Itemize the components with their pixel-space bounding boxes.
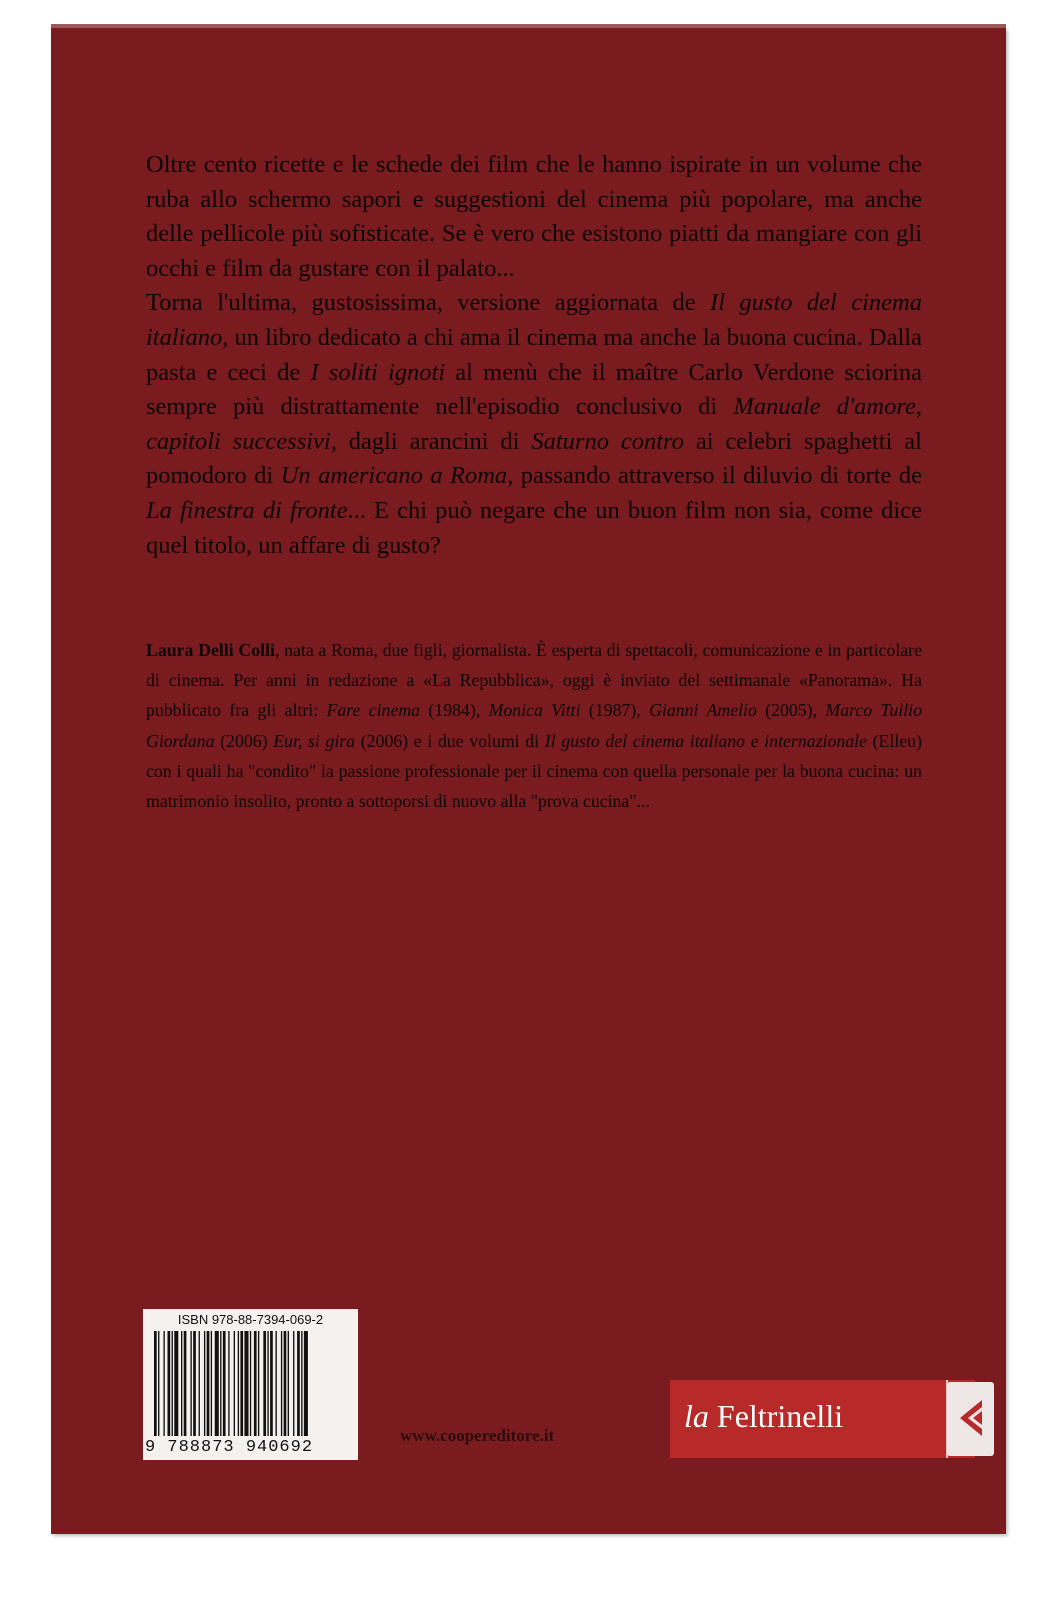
barcode-bar [276,1331,277,1436]
barcode-bar [228,1331,229,1436]
barcode-bar [190,1331,191,1436]
barcode-bar [270,1331,273,1436]
barcode-bar [250,1331,251,1436]
barcode-digits: 9 788873 940692 [145,1438,314,1457]
author-name: Laura Delli Colli [146,640,275,660]
barcode-bar [184,1331,187,1436]
barcode-bar [207,1331,210,1436]
barcode-bar [244,1331,248,1436]
isbn-label: ISBN 978-88-7394-069-2 [177,1312,324,1327]
barcode-bar [193,1331,196,1436]
barcode-bar [223,1331,226,1436]
barcode-bar [168,1331,171,1436]
publisher-band [670,1380,975,1458]
barcode-bar [238,1331,239,1436]
blurb-paragraph-2: Torna l'ultima, gustosissima, versione aggiornata de Il gusto del cinema italiano, un libro dedicato a chi ama il cinema ma anche la buona cucina. Dalla pasta e ceci de I soliti ignoti al menù che il maître Carlo Verdone sciorina sempre più distrattamente nell'episodio conclusivo di Manuale d'amore, capitoli successivi, dagli arancini di Saturno contro ai celebri spaghetti al pomodoro di Un americano a Roma, passando attraverso il diluvio di torte de La finestra di fronte... E chi può negare che un buon film non sia, come dice quel titolo, un affare di gusto? [146,289,922,559]
barcode-bar [240,1331,243,1436]
barcode-bar [220,1331,221,1436]
barcode-bar [234,1331,235,1436]
barcode-bar [258,1331,259,1436]
barcode-bar [267,1331,268,1436]
barcode-bar [293,1331,294,1436]
barcode-bar [158,1331,159,1436]
author-bio-paragraph: Laura Delli Colli, nata a Roma, due figli, giornalista. È esperta di spettacoli, comunicazione e in particolare di cinema. Per anni in redazione a «La Repubblica», oggi è inviato del settimanale «Panorama». Ha pubblicato fra gli altri: Fare cinema (1984), Monica Vitti (1987), Gianni Amelio (2005), Marco Tullio Giordana (2006) Eur, si gira (2006) e i due volumi di Il gusto del cinema italiano e internazionale (Elleu) con i quali ha "condito" la passione professionale per il cinema con quella personale per la buona cucina: un matrimonio insolito, pronto a sottoporsi di nuovo alla "prova cucina"... [146,640,922,812]
barcode-bar [204,1331,205,1436]
isbn-barcode-box [143,1309,358,1460]
barcode-bar [254,1331,257,1436]
author-bio [146,635,922,816]
blurb-paragraph-1: Oltre cento ricette e le schede dei film che le hanno ispirate in un volume che ruba allo schermo sapori e suggestioni del cinema più popolare, ma anche delle pellicole più sofisticate. Se è vero che esistono piatti da mangiare con gli occhi e film da gustare con il palato... [146,151,922,282]
barcode-bar [284,1331,287,1436]
barcode-bar [181,1331,182,1436]
barcode-bar [288,1331,289,1436]
publisher-name: la Feltrinelli [684,1398,844,1434]
barcode-bar [215,1331,219,1436]
barcode-bar [301,1331,302,1436]
barcode-bar [199,1331,200,1436]
barcode-bar [297,1331,300,1436]
feltrinelli-logo-shape [956,1398,986,1438]
blurb-text [146,148,922,563]
barcode-icon [152,1331,352,1441]
barcode-bar [174,1331,178,1436]
feltrinelli-logo-icon [947,1382,994,1456]
barcode-bar [263,1331,266,1436]
barcode-bar [154,1331,157,1436]
publisher-website: www.coopereditore.it [400,1426,555,1445]
barcode-bar [304,1331,308,1436]
barcode-bar [211,1331,212,1436]
barcode-bar [172,1331,173,1436]
barcode-bar [281,1331,282,1436]
barcode-bar [163,1331,164,1436]
